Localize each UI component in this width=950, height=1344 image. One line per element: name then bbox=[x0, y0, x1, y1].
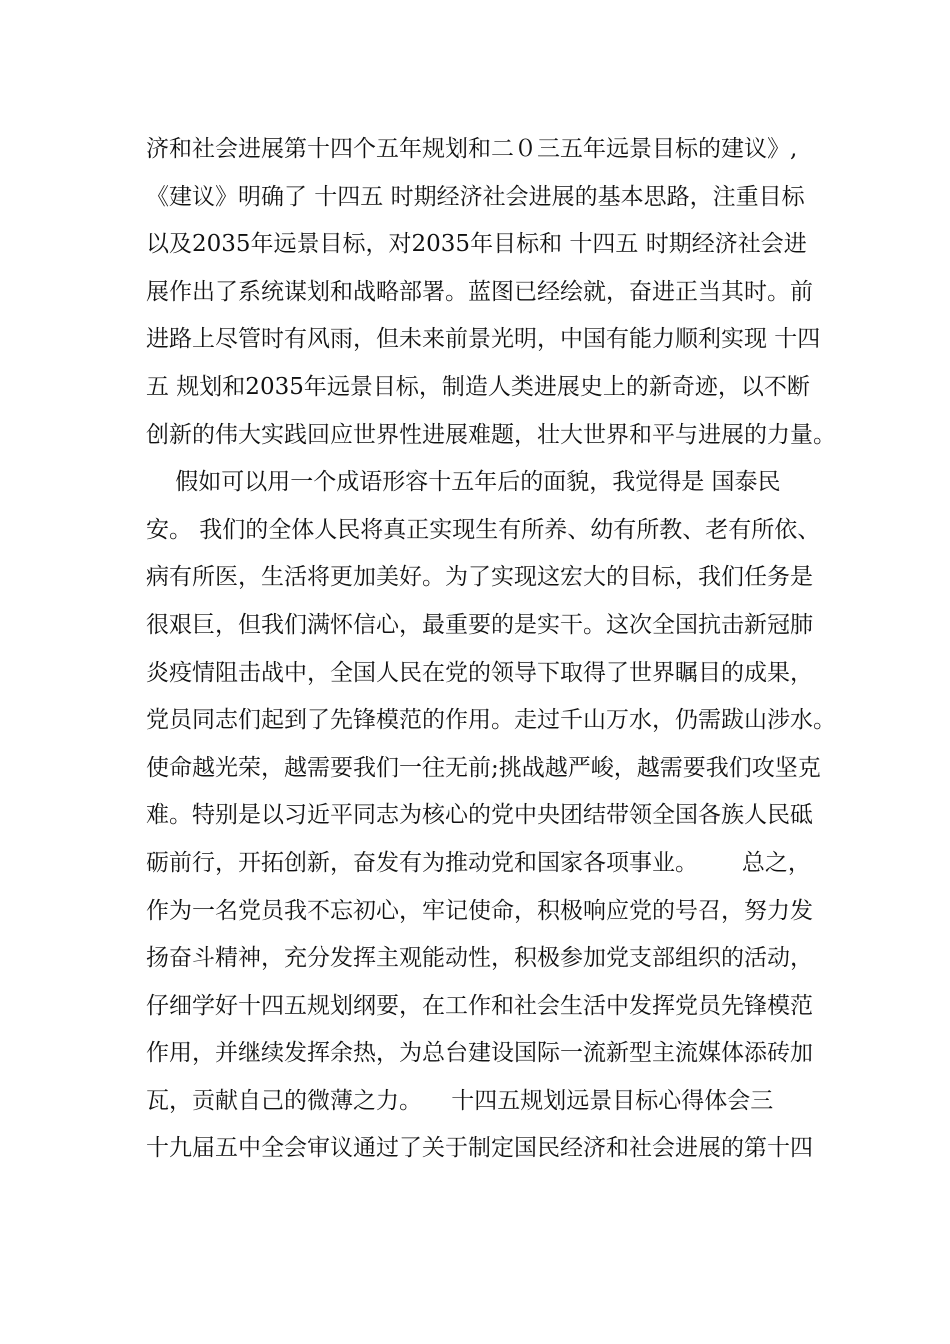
text-line: 砺前行，开拓创新，奋发有为推动党和国家各项事业。 总之， bbox=[146, 849, 811, 876]
text-line: 以及2035年远景目标，对2035年目标和 十四五 时期经济社会进 bbox=[146, 231, 807, 258]
text-line: 展作出了系统谋划和战略部署。蓝图已经绘就，奋进正当其时。前 bbox=[146, 278, 813, 305]
text-line: 病有所医，生活将更加美好。为了实现这宏大的目标，我们任务是 bbox=[146, 564, 813, 591]
text-line: 进路上尽管时有风雨，但未来前景光明，中国有能力顺利实现 十四 bbox=[146, 326, 821, 353]
text-line: 很艰巨，但我们满怀信心，最重要的是实干。这次全国抗击新冠肺 bbox=[146, 611, 813, 638]
text-line: 五 规划和2035年远景目标，制造人类进展史上的新奇迹，以不断 bbox=[146, 373, 810, 400]
body-text bbox=[146, 126, 836, 1173]
text-line: 使命越光荣，越需要我们一往无前;挑战越严峻，越需要我们攻坚克 bbox=[146, 754, 821, 781]
text-line: 作为一名党员我不忘初心，牢记使命，积极响应党的号召，努力发 bbox=[146, 897, 813, 924]
text-line: 作用，并继续发挥余热，为总台建设国际一流新型主流媒体添砖加 bbox=[146, 1040, 813, 1067]
text-line: 创新的伟大实践回应世界性进展难题，壮大世界和平与进展的力量。 bbox=[146, 421, 836, 448]
text-line: 炎疫情阻击战中，全国人民在党的领导下取得了世界瞩目的成果， bbox=[146, 659, 813, 686]
text-line: 扬奋斗精神，充分发挥主观能动性，积极参加党支部组织的活动， bbox=[146, 945, 813, 972]
text-line: 济和社会进展第十四个五年规划和二０三五年远景目标的建议》, bbox=[146, 136, 798, 162]
text-line: 《建议》明确了 十四五 时期经济社会进展的基本思路，注重目标 bbox=[146, 183, 805, 210]
text-line: 假如可以用一个成语形容十五年后的面貌，我觉得是 国泰民 bbox=[146, 469, 781, 496]
text-line: 难。特别是以习近平同志为核心的党中央团结带领全国各族人民砥 bbox=[146, 802, 813, 829]
text-line: 瓦，贡献自己的微薄之力。 十四五规划远景目标心得体会三 bbox=[146, 1087, 774, 1114]
text-line: 安。 我们的全体人民将真正实现生有所养、幼有所教、老有所依、 bbox=[146, 516, 821, 543]
text-line: 党员同志们起到了先锋模范的作用。走过千山万水，仍需跋山涉水。 bbox=[146, 707, 836, 734]
text-line: 十九届五中全会审议通过了关于制定国民经济和社会进展的第十四 bbox=[146, 1135, 813, 1162]
text-line: 仔细学好十四五规划纲要，在工作和社会生活中发挥党员先锋模范 bbox=[146, 992, 813, 1019]
